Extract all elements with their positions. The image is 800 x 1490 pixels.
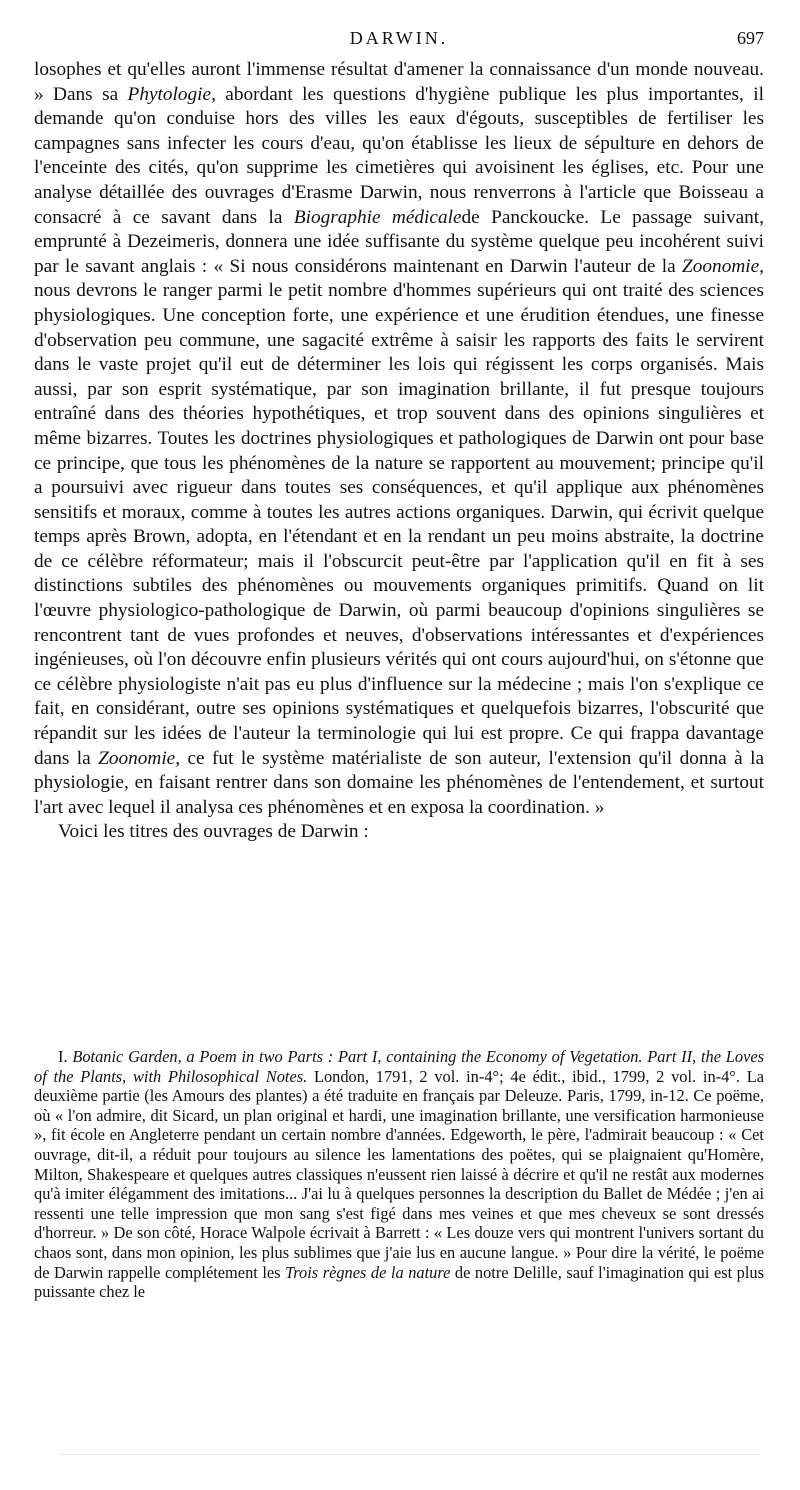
book-title-phytologie: Phytologie, bbox=[127, 83, 216, 105]
text-run: ce fut le système matérialiste de son auteur, l'extension qu'il donna à la physiologie, en faisant rentrer dans son domaine les phénomènes de l'entendement, et surtout l'art avec lequel il analysa ces phénomènes et en exposa la coordination. » bbox=[34, 747, 765, 818]
work-title-trois-regnes: Trois règnes de la nature bbox=[285, 1262, 451, 1282]
work-title-botanic-garden: Botanic Garden, a Poem in two Parts : Part I, containing the Economy of Vegetation. Part II, the Loves of the Plants, with Philosophical Notes. bbox=[34, 1047, 765, 1086]
text-run: de Panckoucke. Le passage suivant, emprunté à Dezeimeris, donnera une idée suffisante du système quelque peu incohérent suivi par le savant anglais : « Si nous considérons maintenant en Darwin l'auteur de la bbox=[34, 206, 764, 277]
book-title-biographie-medicale: Biographie médicale bbox=[293, 206, 462, 228]
text-run: losophes et qu'elles auront l'immense résultat d'amener la connaissance d'un monde nouveau. » Dans sa bbox=[34, 59, 764, 105]
text-run: abordant les questions d'hygiène publique les plus importantes, il demande qu'on conduise hors des villes les eaux d'égouts, susceptibles de fertiliser les campagnes sans infecter les cours d'eau, qu'on établisse les lieux de sépulture en dehors de l'enceinte des cités, qu'on supprime les cimetières qui avoisinent les églises, etc. Pour une analyse détaillée des ouvrages d'Erasme Darwin, nous renverrons à l'article que Boisseau a consacré à ce savant dans la bbox=[34, 83, 764, 228]
page-bottom-marks bbox=[60, 1444, 760, 1455]
paragraph-continuation bbox=[34, 58, 764, 820]
book-title-zoonomie: Zoonomie, bbox=[98, 747, 181, 769]
text-run: nous devrons le ranger parmi le petit nombre d'hommes supérieurs qui ont traité des sciences physiologiques. Une conception forte, une expérience et une érudition étendues, une finesse d'observation peu commune, une sagacité extrême à saisir les rapports des faits le servirent dans le vaste projet qu'il eut de déterminer les lois qui régissent les corps organisés. Mais aussi, par son esprit systématique, par son imagination brillante, il fut presque toujours entraîné dans des théories hypothétiques, et trop souvent dans des opinions singulières et même bizarres. Toutes les doctrines physiologiques et pathologiques de Darwin ont pour base ce principe, que tous les phénomènes de la nature se rapportent au mouvement; principe qu'il a poursuivi avec rigueur dans toutes ses conséquences, et qu'il applique aux phénomènes sensitifs et moraux, comme à toutes les autres actions organiques. Darwin, qui écrivit quelque temps après Brown, adopta, en l'étendant et en la rendant un peu moins abstraite, la doctrine de ce célèbre réformateur; mais il l'obscurcit peut-être par l'application qu'il en fit à ses distinctions subtiles des phénomènes ou mouvements organiques primitifs. Quand on lit l'œuvre physiologico-pathologique de Darwin, où parmi beaucoup d'opinions singulières se rencontrent tant de vues profondes et neuves, d'observations intéressantes et d'expériences ingénieuses, où l'on découvre enfin plusieurs vérités qui ont cours aujourd'hui, on s'étonne que ce célèbre physiologiste n'ait pas eu plus d'influence sur la médecine ; mais l'on s'explique ce fait, en considérant, outre ses opinions systématiques et quelquefois bizarres, l'obscurité que répandit sur les idées de l'auteur la terminologie qui lui est propre. Ce qui frappa davantage dans la bbox=[34, 280, 764, 769]
text-run: I. bbox=[58, 1047, 73, 1066]
running-head bbox=[34, 28, 764, 54]
page-number: 697 bbox=[737, 28, 764, 48]
running-title: DARWIN. bbox=[349, 28, 449, 48]
book-title-zoonomie: Zoonomie, bbox=[682, 255, 764, 277]
bibliography-item-1 bbox=[34, 1047, 764, 1302]
text-run: de notre Delille, sauf l'imagination qui est plus puissante chez le bbox=[34, 1262, 765, 1302]
paragraph-works-intro: Voici les titres des ouvrages de Darwin : bbox=[58, 821, 369, 843]
bibliography-entry bbox=[34, 1047, 764, 1302]
text-run: London, 1791, 2 vol. in-4°; 4e édit., ibid., 1799, 2 vol. in-4°. La deuxième partie (les Amours des plantes) a été traduite en français par Deleuze. Paris, 1799, in-12. Ce poëme, où « l'on admire, dit Sicard, un plan original et hardi, une imagination brillante, une versification harmonieuse », fit école en Angleterre pendant un certain nombre d'années. Edgeworth, le père, l'admirait beaucoup : « Cet ouvrage, dit-il, a réduit pour toujours au silence les lamentations des poëtes, qui se plaignaient qu'Homère, Milton, Shakespeare et quelques autres classiques n'eussent rien laissé à décrire et qu'il ne restât aux modernes qu'à imiter élégamment des imitations... J'ai lu à quelques personnes la description du Ballet de Médée ; j'en ai ressenti une telle impression que mon sang s'est figé dans mes veines et que mes cheveux se sont dressés d'horreur. » De son côté, Horace Walpole écrivait à Barrett : « Les douze vers qui montrent l'univers sortant du chaos sont, dans mon opinion, les plus sublimes que j'aie lus en aucune langue. » Pour dire la vérité, le poëme de Darwin rappelle complétement les bbox=[34, 1066, 764, 1282]
main-text bbox=[34, 58, 764, 845]
